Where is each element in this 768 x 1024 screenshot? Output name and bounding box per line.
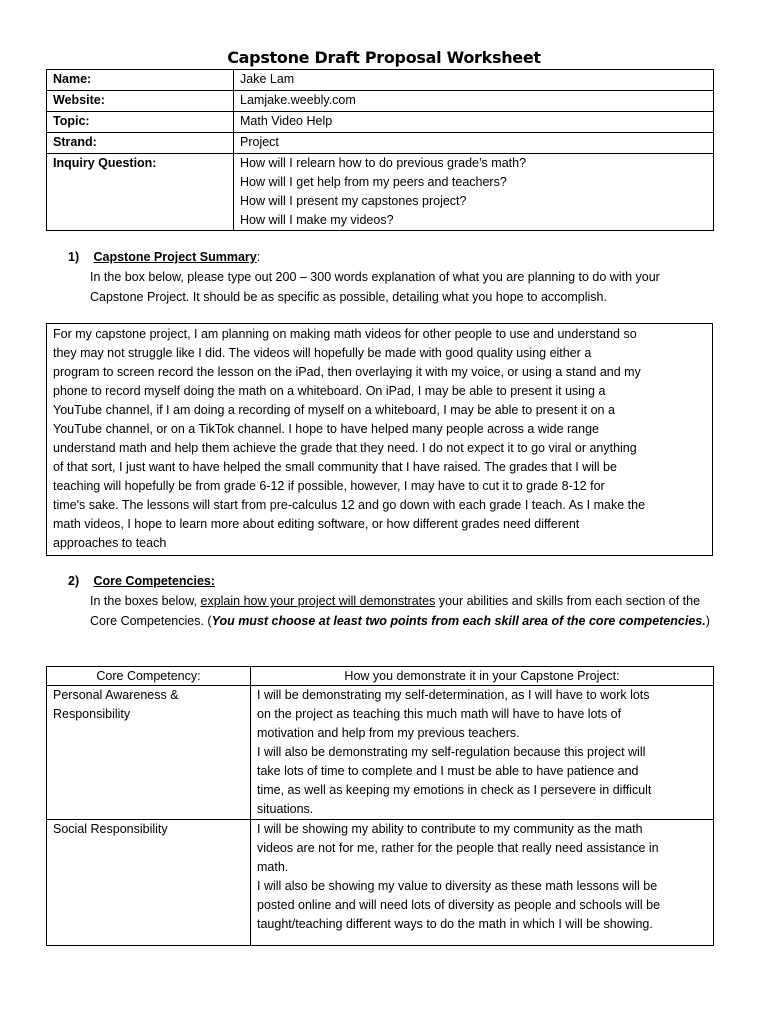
topic-value: Math Video Help — [234, 112, 714, 133]
table-row — [47, 70, 714, 91]
section2-instr-part3: ) — [705, 614, 710, 628]
name-label: Name: — [47, 70, 234, 91]
page-title: Capstone Draft Proposal Worksheet — [227, 48, 541, 67]
summary-line: phone to record myself doing the math on a whiteboard. On iPad, I may be able to present it using a — [53, 384, 606, 398]
website-value: Lamjake.weebly.com — [234, 91, 714, 112]
inquiry-label: Inquiry Question: — [47, 154, 234, 231]
demonstration-line: take lots of time to complete and I must be able to have patience and — [257, 764, 639, 778]
section2-header — [68, 572, 708, 591]
demonstration-line: math. — [257, 860, 289, 874]
competency-area: Social Responsibility — [47, 820, 251, 946]
inquiry-question: How will I get help from my peers and teachers? — [240, 175, 507, 189]
section2-instr-emphasis: You must choose at least two points from each skill area of the core competencies. — [211, 614, 706, 628]
summary-line: For my capstone project, I am planning on making math videos for other people to use and understand so — [53, 327, 637, 341]
summary-line: they may not struggle like I did. The videos will hopefully be made with good quality using either a — [53, 346, 592, 360]
summary-line: teaching will hopefully be from grade 6-12 if possible, however, I may have to cut it to grade 8-12 for — [53, 479, 605, 493]
section2-number: 2) — [68, 574, 80, 588]
website-label: Website: — [47, 91, 234, 112]
demonstration-line: situations. — [257, 802, 314, 816]
demonstration-line: taught/teaching different ways to do the math in which I will be showing. — [257, 917, 653, 931]
demonstration-line: I will be showing my ability to contribute to my community as the math — [257, 822, 643, 836]
inquiry-question: How will I make my videos? — [240, 213, 394, 227]
demonstration-line: videos are not for me, rather for the people that really need assistance in — [257, 841, 659, 855]
section2-instr-underlined: explain how your project will demonstrates — [200, 594, 436, 608]
demonstration-line: I will also be showing my value to diversity as these math lessons will be — [257, 879, 658, 893]
section2-instructions — [90, 591, 710, 631]
cell-spacer — [257, 934, 707, 945]
table-row — [47, 154, 714, 231]
summary-line: YouTube channel, or on a TikTok channel. I hope to have helped many people across a wide range — [53, 422, 599, 436]
summary-line: of that sort, I just want to have helped the small community that I have raised. The grades that I will be — [53, 460, 617, 474]
competency-area: Personal Awareness & Responsibility — [47, 686, 251, 820]
col-header-competency: Core Competency: — [47, 667, 251, 686]
section1-header — [68, 248, 708, 267]
core-competency-table — [46, 666, 714, 946]
strand-label: Strand: — [47, 133, 234, 154]
competency-demonstration — [251, 820, 714, 946]
summary-box — [46, 323, 713, 556]
section1-number: 1) — [68, 250, 80, 264]
col-header-demonstration: How you demonstrate it in your Capstone Project: — [251, 667, 714, 686]
section2-heading: Core Competencies: — [93, 574, 216, 588]
inquiry-values — [234, 154, 714, 231]
demonstration-line: on the project as teaching this much math will have to have lots of — [257, 707, 622, 721]
table-row — [47, 133, 714, 154]
summary-line: YouTube channel, if I am doing a recording of myself on a whiteboard, I may be able to present it on a — [53, 403, 615, 417]
demonstration-line: motivation and help from my previous teachers. — [257, 726, 520, 740]
inquiry-question: How will I present my capstones project? — [240, 194, 467, 208]
section2-instr-part1: In the boxes below, — [90, 594, 201, 608]
section2-instr-part2: your abilities and skills from each section of the Core Competencies. ( — [90, 594, 701, 628]
table-row — [47, 686, 714, 820]
summary-line: program to screen record the lesson on the iPad, then overlaying it with my voice, or using a stand and my — [53, 365, 641, 379]
demonstration-line: I will be demonstrating my self-determination, as I will have to work lots — [257, 688, 650, 702]
table-header-row — [47, 667, 714, 686]
demonstration-line: I will also be demonstrating my self-regulation because this project will — [257, 745, 646, 759]
summary-line: time's sake. The lessons will start from pre-calculus 12 and go down with each grade I teach. As I make the — [53, 498, 646, 512]
inquiry-question: How will I relearn how to do previous grade’s math? — [240, 156, 527, 170]
competency-demonstration — [251, 686, 714, 820]
summary-line: approaches to teach — [53, 536, 167, 550]
table-row — [47, 112, 714, 133]
summary-line: math videos, I hope to learn more about editing software, or how different grades need different — [53, 517, 580, 531]
demonstration-line: posted online and will need lots of diversity as people and schools will be — [257, 898, 661, 912]
demonstration-line: time, as well as keeping my emotions in check as I persevere in difficult — [257, 783, 652, 797]
section1-heading-colon: : — [256, 250, 261, 264]
strand-value: Project — [234, 133, 714, 154]
topic-label: Topic: — [47, 112, 234, 133]
table-row — [47, 820, 714, 946]
section1-instructions: In the box below, please type out 200 – 300 words explanation of what you are planning to do with your Capstone Project. It should be as specific as possible, detailing what you hope to accomplish. — [90, 270, 660, 304]
summary-line: understand math and help them achieve the grade that they need. I do not expect it to go viral or anything — [53, 441, 637, 455]
student-info-table — [46, 69, 714, 231]
section1-heading: Capstone Project Summary — [93, 250, 257, 264]
table-row — [47, 91, 714, 112]
name-value: Jake Lam — [234, 70, 714, 91]
